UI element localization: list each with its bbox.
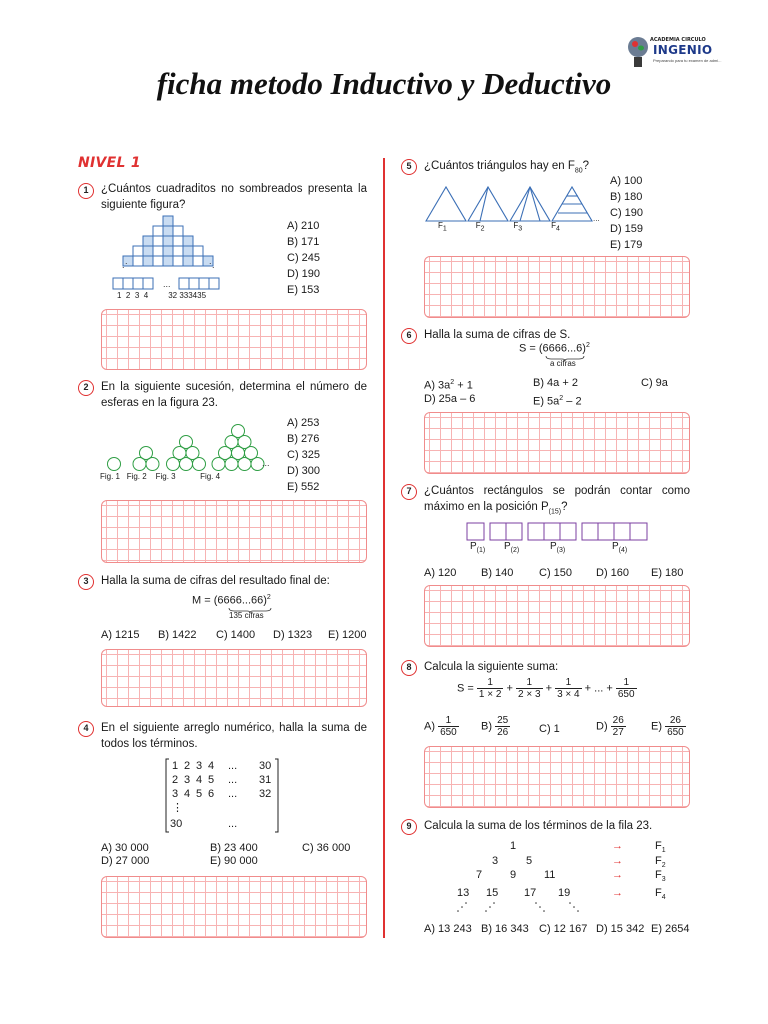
- option[interactable]: E) 179: [610, 239, 643, 251]
- fig-label: $P_{(2)}$: [504, 541, 520, 554]
- answer-grid[interactable]: [101, 649, 367, 707]
- column-divider: [383, 158, 385, 938]
- option[interactable]: E) 90 000: [210, 855, 258, 867]
- arrow-icon: →: [612, 855, 623, 867]
- answer-grid[interactable]: [424, 256, 690, 318]
- svg-text:.: .: [125, 256, 128, 266]
- option[interactable]: B) 23 400: [210, 842, 258, 854]
- option[interactable]: B) $\frac{25}{26}$: [481, 715, 509, 738]
- arrow-icon: →: [612, 840, 623, 852]
- svg-text:...: ...: [262, 458, 270, 468]
- option[interactable]: A) $\frac{1}{650}$: [424, 715, 457, 738]
- options-list: [287, 218, 320, 298]
- sum-formula: S = $\frac{1}{1 \times 2}$ + $\frac{1}{2 \times 3}$ + $\frac{1}{3 \times 4}$ + ... + $\frac{1}{650}$: [457, 677, 635, 700]
- question-text: ¿Cuántos rectángulos se podrán contar como máximo en la posición $P_{(15)}$?: [424, 485, 690, 516]
- logo-line1: ACADEMIA CIRCULO: [650, 37, 706, 43]
- row-label: $F_3$: [655, 869, 666, 884]
- figure-labels: Fig. 1 Fig. 2 Fig. 3 Fig. 4: [100, 472, 221, 481]
- figure-labels: F1 F2 F3 F4: [438, 221, 560, 233]
- answer-grid[interactable]: [101, 876, 367, 938]
- svg-text:.: .: [122, 260, 125, 270]
- options-list: [610, 173, 643, 253]
- svg-text:.: .: [209, 256, 212, 266]
- triangles-figure: [422, 185, 602, 225]
- option[interactable]: D) 1323: [273, 629, 313, 641]
- option[interactable]: C) 325: [287, 449, 321, 461]
- question-number: 2: [78, 380, 94, 396]
- question-text: Halla la suma de cifras del resultado final de:: [101, 575, 330, 587]
- odd-triangle: 1 3 5 7 9 11 13 15 17 19 → → → → $F_1$ $F_2$ $F_3$ $F_4$: [440, 840, 690, 918]
- page-title: ficha metodo Inductivo y Deductivo: [156, 66, 612, 101]
- options-list: [287, 415, 320, 495]
- question-text: ¿Cuántos cuadraditos no sombreados presenta la siguiente figura?: [101, 183, 367, 211]
- fig-label: $P_{(1)}$: [470, 541, 486, 554]
- brace-label: 135 cifras: [229, 611, 264, 620]
- question-text: Calcula la suma de los términos de la fila 23.: [424, 820, 653, 832]
- option[interactable]: B) 16 343: [481, 923, 529, 935]
- row-label: $F_1$: [655, 840, 666, 855]
- question-number: 6: [401, 328, 417, 344]
- answer-grid[interactable]: [101, 309, 367, 370]
- spheres-figure: [102, 422, 282, 474]
- answer-grid[interactable]: [101, 500, 367, 563]
- option[interactable]: A) 30 000: [101, 842, 149, 854]
- option[interactable]: C) 1400: [216, 629, 256, 641]
- option[interactable]: D) 300: [287, 465, 321, 477]
- level-heading: NIVEL 1: [78, 155, 141, 171]
- option[interactable]: E) $5a^2 - 2$: [533, 395, 582, 408]
- option[interactable]: B) 1422: [158, 629, 197, 641]
- ellipsis: ...: [163, 279, 171, 289]
- question-number: 4: [78, 721, 94, 737]
- question-text: En el siguiente arreglo numérico, halla la suma de todos los términos.: [101, 722, 367, 750]
- answer-grid[interactable]: [424, 412, 690, 474]
- question-text: Calcula la siguiente suma:: [424, 661, 559, 673]
- arrow-icon: →: [612, 869, 623, 881]
- option[interactable]: B) 140: [481, 567, 514, 579]
- question-text: ¿Cuántos triángulos hay en $F_{80}$?: [424, 160, 590, 175]
- option[interactable]: C) 1: [539, 723, 560, 735]
- option[interactable]: D) 190: [287, 268, 321, 280]
- option[interactable]: C) 12 167: [539, 923, 588, 935]
- arrow-icon: →: [612, 887, 623, 899]
- question-text: En la siguiente sucesión, determina el número de esferas en la figura 23.: [101, 381, 367, 409]
- fig-label: $P_{(4)}$: [612, 541, 628, 554]
- option[interactable]: C) 190: [610, 207, 644, 219]
- option[interactable]: A) 253: [287, 417, 320, 429]
- option[interactable]: B) 171: [287, 236, 320, 248]
- answer-grid[interactable]: [424, 585, 690, 647]
- option[interactable]: E) 1200: [328, 629, 367, 641]
- option[interactable]: E) 2654: [651, 923, 690, 935]
- brain-icon: [626, 33, 650, 69]
- rectangles-figure: [466, 522, 650, 542]
- question-number: 9: [401, 819, 417, 835]
- row-label: $F_4$: [655, 887, 666, 902]
- question-text: Halla la suma de cifras de S.: [424, 329, 571, 341]
- option[interactable]: D) 159: [610, 223, 644, 235]
- option[interactable]: B) 276: [287, 433, 320, 445]
- logo-line2: INGENIO: [653, 43, 713, 57]
- fig-label: $P_{(3)}$: [550, 541, 566, 554]
- option[interactable]: B) 180: [610, 191, 643, 203]
- option[interactable]: C) 9a: [641, 377, 668, 389]
- svg-text:...: ...: [593, 214, 600, 223]
- question-number: 3: [78, 574, 94, 590]
- option[interactable]: A) 100: [610, 175, 643, 187]
- option[interactable]: C) 150: [539, 567, 573, 579]
- formula: $S = (6666...6)^2$: [519, 342, 590, 355]
- number-matrix: 1 2 3 4 ... 30 2 3 4 5 ... 31 3 4 5 6 ... 32 ⋮ 30 ...: [170, 760, 272, 830]
- continuation-dots: [450, 901, 590, 915]
- question-number: 8: [401, 660, 417, 676]
- option[interactable]: D) 25a – 6: [424, 393, 476, 405]
- option[interactable]: E) 180: [651, 567, 684, 579]
- bottom-labels: 1 2 3 4 32 333435: [117, 291, 207, 300]
- question-number: 7: [401, 484, 417, 500]
- option[interactable]: B) 4a + 2: [533, 377, 578, 389]
- option[interactable]: E) 552: [287, 481, 320, 493]
- option[interactable]: A) 13 243: [424, 923, 472, 935]
- brace-label: a cifras: [550, 359, 576, 368]
- option[interactable]: D) 160: [596, 567, 630, 579]
- option[interactable]: D) 15 342: [596, 923, 645, 935]
- option[interactable]: E) $\frac{26}{650}$: [651, 715, 684, 738]
- option[interactable]: A) 1215: [101, 629, 140, 641]
- option[interactable]: A) $3a^2 + 1$: [424, 379, 473, 392]
- option[interactable]: D) 27 000: [101, 855, 150, 867]
- logo-line3: Preparando para tu examen de admi...: [653, 58, 722, 63]
- option[interactable]: A) 120: [424, 567, 457, 579]
- row-label: $F_2$: [655, 855, 666, 870]
- option[interactable]: D) $\frac{26}{27}$: [596, 715, 624, 738]
- option[interactable]: C) 245: [287, 252, 321, 264]
- question-number: 5: [401, 159, 417, 175]
- question-number: 1: [78, 183, 94, 199]
- svg-text:.: .: [212, 260, 215, 270]
- option[interactable]: A) 210: [287, 220, 320, 232]
- formula: $M = (6666...66)^2$: [192, 594, 271, 607]
- answer-grid[interactable]: [424, 746, 690, 808]
- option[interactable]: E) 153: [287, 284, 320, 296]
- option[interactable]: C) 36 000: [302, 842, 351, 854]
